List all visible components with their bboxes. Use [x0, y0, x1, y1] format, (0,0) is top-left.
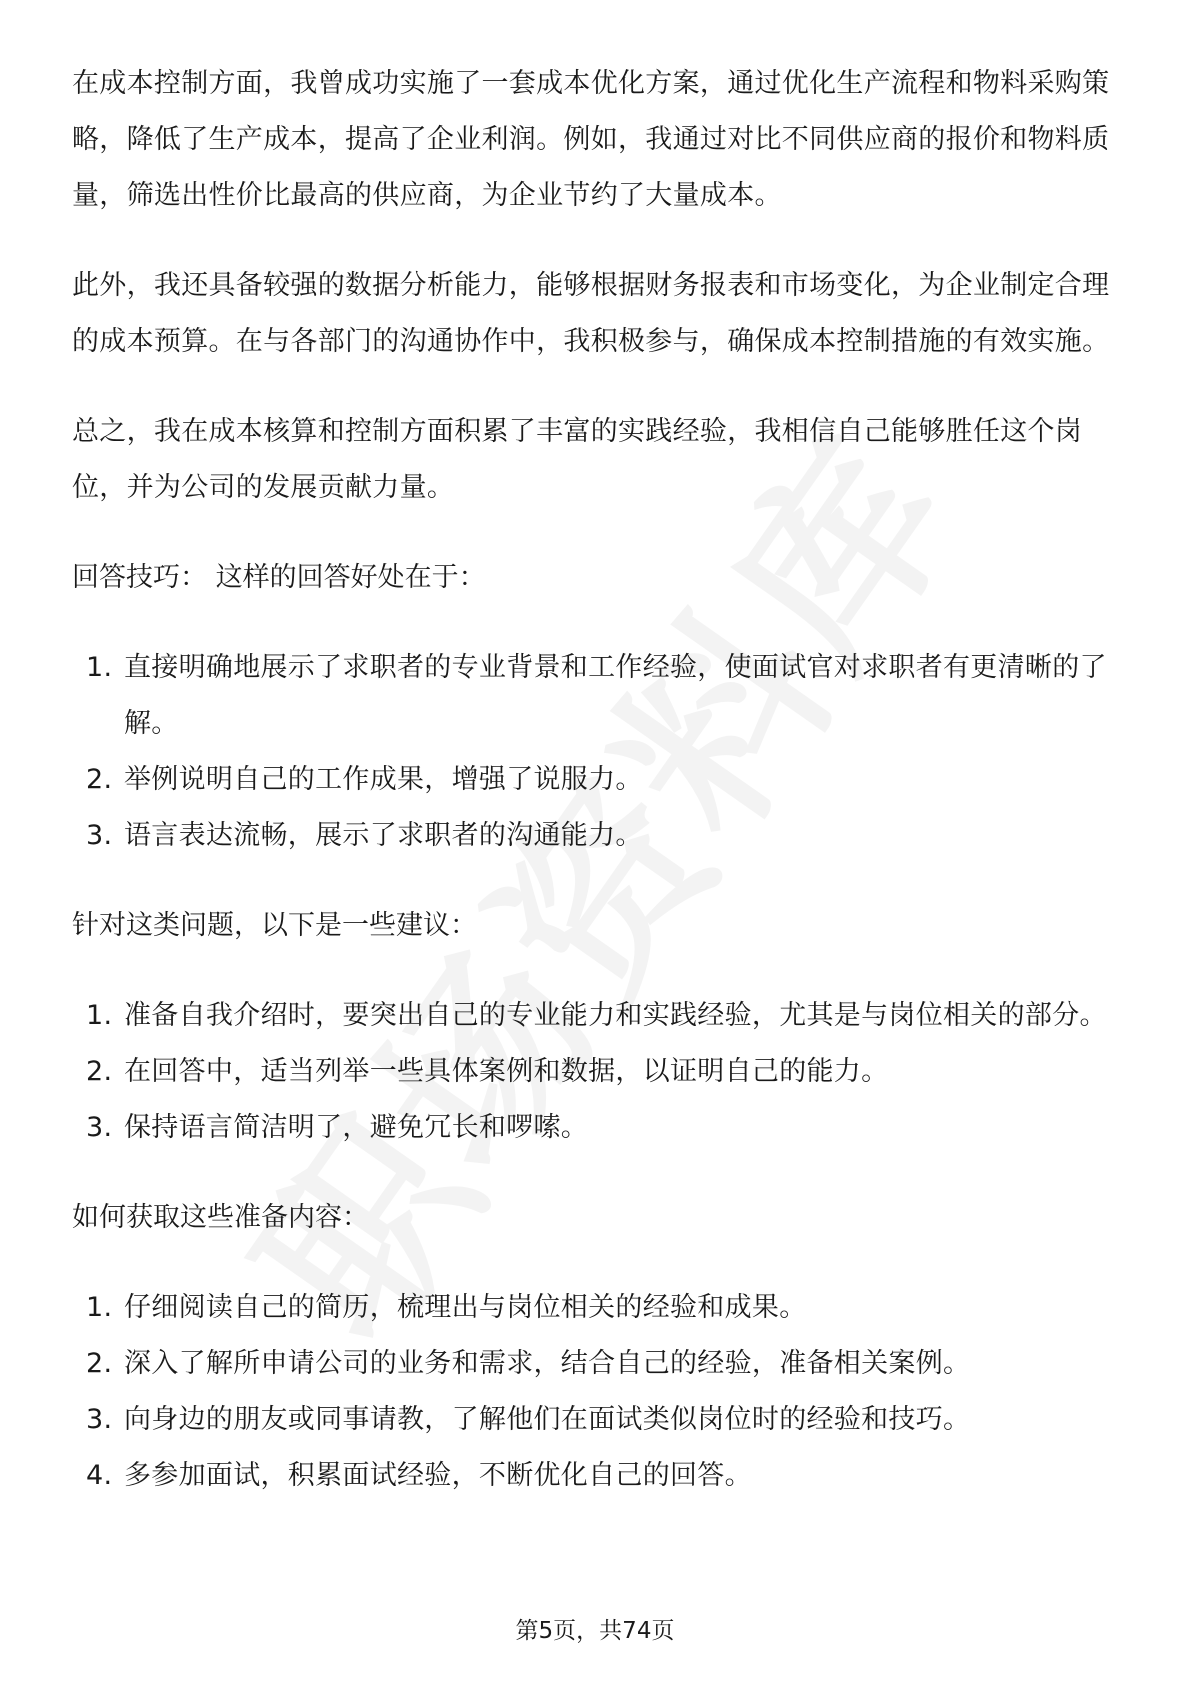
list-item-text: 保持语言简洁明了，避免冗长和啰嗦。 — [124, 1112, 589, 1143]
list-number: 1. — [86, 652, 113, 683]
list-number: 4. — [86, 1460, 113, 1491]
list-item — [72, 988, 1122, 1044]
list-item — [72, 1100, 1122, 1156]
list-number: 1. — [86, 1000, 113, 1031]
list-item — [72, 1336, 1122, 1392]
preparation-list — [72, 1280, 1122, 1504]
list-item-text: 语言表达流畅，展示了求职者的沟通能力。 — [124, 820, 643, 851]
tips-list — [72, 640, 1122, 864]
list-item-text: 举例说明自己的工作成果，增强了说服力。 — [124, 764, 643, 795]
list-item-text: 直接明确地展示了求职者的专业背景和工作经验，使面试官对求职者有更清晰的了解。 — [124, 652, 1107, 739]
list-item — [72, 752, 1122, 808]
list-number: 3. — [86, 1404, 113, 1435]
paragraph-summary: 总之，我在成本核算和控制方面积累了丰富的实践经验，我相信自己能够胜任这个岗位，并为公司的发展贡献力量。 — [72, 416, 1083, 503]
paragraph-data-analysis: 此外，我还具备较强的数据分析能力，能够根据财务报表和市场变化，为企业制定合理的成本预算。在与各部门的沟通协作中，我积极参与，确保成本控制措施的有效实施。 — [72, 270, 1110, 357]
list-number: 2. — [86, 1056, 113, 1087]
advice-heading: 针对这类问题，以下是一些建议： — [72, 910, 477, 941]
list-item — [72, 808, 1122, 864]
list-item-text: 在回答中，适当列举一些具体案例和数据，以证明自己的能力。 — [124, 1056, 889, 1087]
list-item — [72, 1392, 1122, 1448]
preparation-heading: 如何获取这些准备内容： — [72, 1202, 369, 1233]
advice-list — [72, 988, 1122, 1156]
list-number: 2. — [86, 764, 113, 795]
list-item — [72, 1044, 1122, 1100]
list-number: 3. — [86, 1112, 113, 1143]
list-number: 1. — [86, 1292, 113, 1323]
list-item-text: 多参加面试，积累面试经验，不断优化自己的回答。 — [124, 1460, 752, 1491]
page-content — [72, 56, 1122, 1538]
list-item-text: 向身边的朋友或同事请教，了解他们在面试类似岗位时的经验和技巧。 — [124, 1404, 971, 1435]
tips-heading: 回答技巧： 这样的回答好处在于： — [72, 562, 486, 593]
list-number: 3. — [86, 820, 113, 851]
list-number: 2. — [86, 1348, 113, 1379]
list-item — [72, 1448, 1122, 1504]
list-item — [72, 640, 1122, 752]
paragraph-cost-control: 在成本控制方面，我曾成功实施了一套成本优化方案，通过优化生产流程和物料采购策略，降低了生产成本，提高了企业利润。例如，我通过对比不同供应商的报价和物料质量，筛选出性价比最高的供应商，为企业节约了大量成本。 — [72, 68, 1110, 211]
page-number: 第5页，共74页 — [515, 1618, 675, 1644]
list-item — [72, 1280, 1122, 1336]
list-item-text: 准备自我介绍时，要突出自己的专业能力和实践经验，尤其是与岗位相关的部分。 — [124, 1000, 1107, 1031]
list-item-text: 仔细阅读自己的简历，梳理出与岗位相关的经验和成果。 — [124, 1292, 807, 1323]
list-item-text: 深入了解所申请公司的业务和需求，结合自己的经验，准备相关案例。 — [124, 1348, 971, 1379]
